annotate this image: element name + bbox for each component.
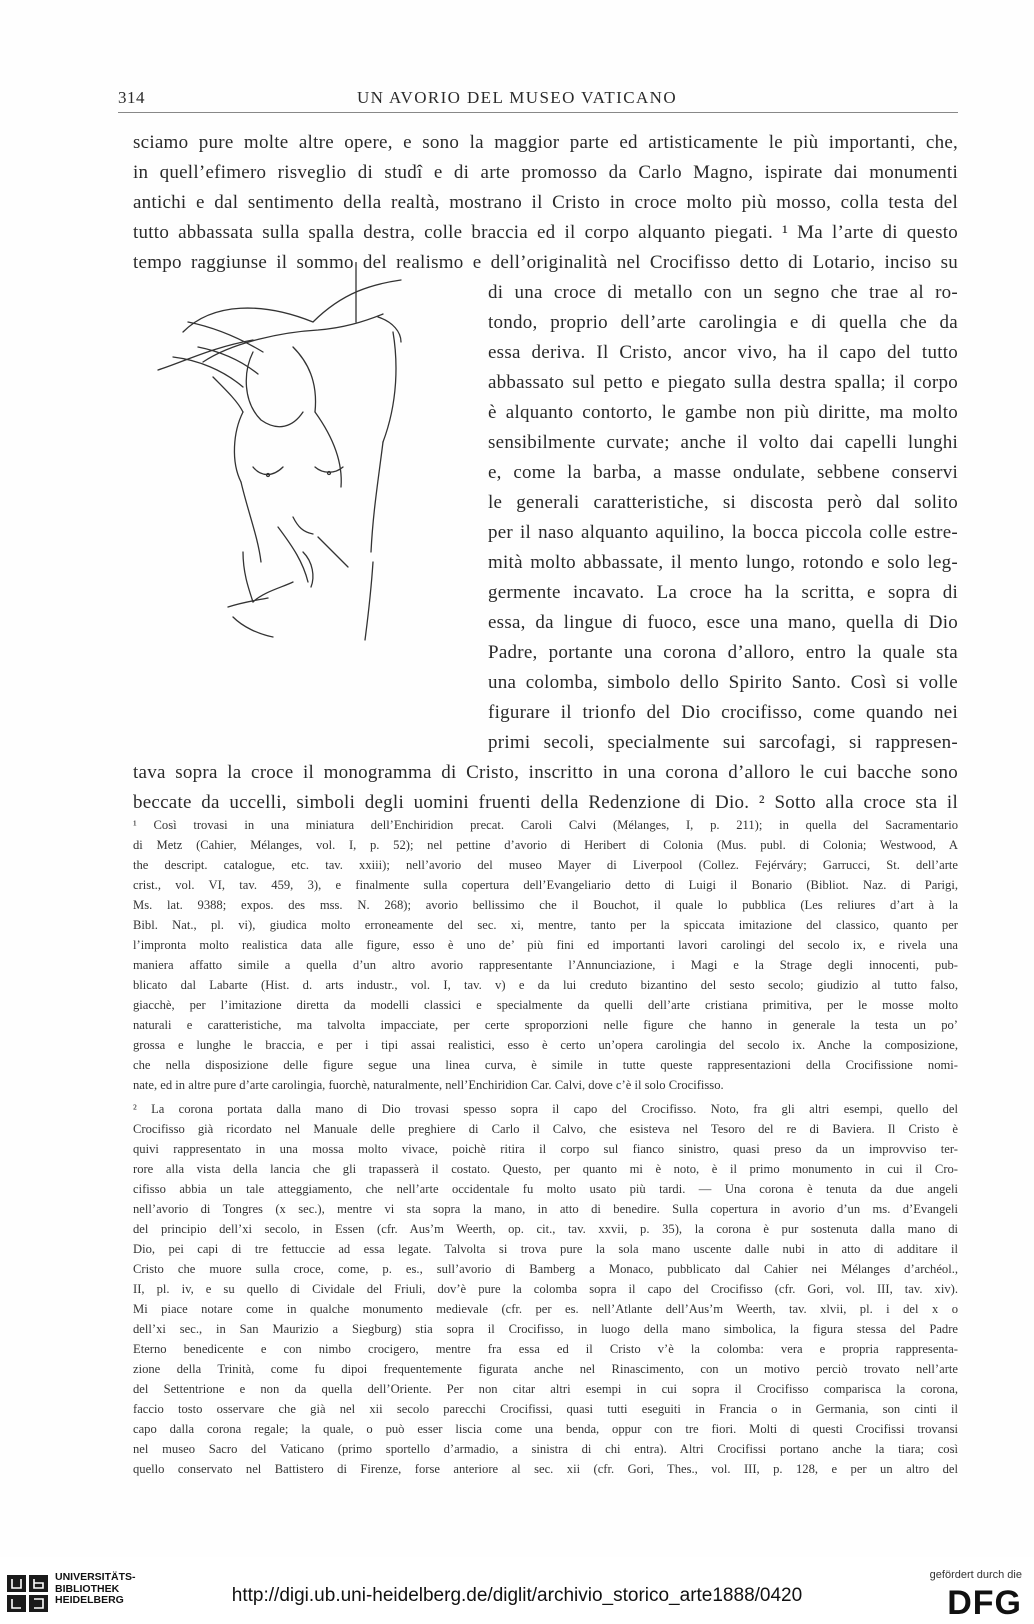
footnote-line: nate, ed in altre pure d’arte carolingia, fuorchè, naturalmente, nell’Enchiridion Car. Calvi, dove c’è il solo Crocifisso. — [133, 1078, 724, 1092]
footnote-line: zione della Trinità, come fu dipoi frequentemente figurata anche nel Rinascimento, con un motivo perciò trovato nell’arte — [133, 1362, 958, 1376]
running-title: UN AVORIO DEL MUSEO VATICANO — [356, 88, 678, 107]
footnote-line: giacchè, per l’imitazione diretta da modelli classici e specialmente da quelli dell’arte cristiana primitiva, per le mosse molto — [133, 998, 958, 1012]
body-line: antichi e dal sentimento della realtà, mostrano il Cristo in croce molto più mosso, colla testa del — [133, 192, 958, 213]
footnote-line: cifisso abbia un tale atteggiamento, che nell’arte occidentale fu molto usato più tardi. — Una corona è tenuta da due angeli — [133, 1182, 958, 1196]
footnote-line: nel museo Sacro del Vaticano (primo sportello d’armadio, a sinistra di chi entra). Altri Crocifissi portano anche la tiara; così — [133, 1442, 958, 1456]
body-line: figurare il trionfo del Dio crocifisso, come quando nei — [488, 702, 958, 723]
body-line: tondo, proprio dell’arte carolingia e di quella che da — [488, 312, 958, 333]
footnote-line: l’impronta molto realistica data alle figure, esso è uno de’ più fini ed importanti lavori carolingi del secolo ix, e rivela una — [133, 938, 958, 952]
body-line: mità molto abbassate, il mento lungo, rotondo e solo leg- — [488, 552, 958, 573]
body-line: beccate da uccelli, simboli degli uomini fruenti della Redenzione di Dio. ² Sotto alla croce sta il — [133, 792, 958, 813]
dfg-logo: DFG — [947, 1584, 1022, 1622]
footnote-line: maniera affatto simile a quella d’un altro avorio rappresentante l’Annunciazione, i Magi e la Strage degli innocenti, pub- — [133, 958, 958, 972]
footnote-line: nell’avorio di Tongres (x sec.), mentre vi sta sopra la mano, in atto di benedire. Sulla copertura in avorio d’un ms. d’Evangeli — [133, 1202, 958, 1216]
page-number: 314 — [118, 88, 145, 107]
body-line: e, come la barba, a masse ondulate, sebbene conservi — [488, 462, 958, 483]
body-line: in quell’efimero risveglio di studî e di arte promosso da Carlo Magno, ispirate dai monumenti — [133, 162, 958, 183]
body-line: primi secoli, specialmente sui sarcofagi, si rappresen- — [488, 732, 958, 753]
footnote-line: ² La corona portata dalla mano di Dio trovasi spesso sopra il capo del Crocifisso. Noto, fra gli altri esempi, quello del — [133, 1102, 958, 1116]
body-line: Padre, portante una corona d’alloro, entro la quale sta — [488, 642, 958, 663]
footnote-line: quello conservato nel Battistero di Firenze, forse anteriore al sec. xii (cfr. Gori, Thes., vol. III, p. 128, e per un altro del — [133, 1462, 958, 1476]
library-name-line: UNIVERSITÄTS- — [55, 1571, 136, 1583]
footnote-line: capo dalla corona regale; la quale, o può esser liscia come una benda, oppur con tre fiori. Molti di questi Crocifissi trovansi — [133, 1422, 958, 1436]
footnote-line: the descript. catalogue, etc. tav. xxiii); nell’avorio del museo Mayer di Liverpool (Collez. Fejérváry; Garrucci, St. dell’arte — [133, 858, 958, 872]
footnote-line: del principio dell’xi secolo, in Essen (cfr. Aus’m Weerth, op. cit., tav. xxvii, p. 35), la corona è pur sostenuta dalla mano di — [133, 1222, 958, 1236]
footnote-line: Eterno benedicente e con nimbo crocigero, mentre fra essa ed il Cristo v’è la colomba: vera e propria rappresenta- — [133, 1342, 958, 1356]
body-line: le generali caratteristiche, si discosta però dal solito — [488, 492, 958, 513]
footnote-line: del Settentrione e non da quella dell’Oriente. Per non citar altri esempi in cui sopra il Crocifisso comparisca la corona, — [133, 1382, 958, 1396]
footnote-line: ¹ Così trovasi in una miniatura dell’Enchiridion precat. Caroli Calvi (Mélanges, I, p. 211); in quella del Sacramentario — [133, 818, 958, 832]
footnote-line: faccio tosto osservare che già nel xii secolo parecchi Crocifissi, quasi tutti eseguiti in Francia o in Germania, son cinti il — [133, 1402, 958, 1416]
footnote-line: Dio, pei capi di tre fettuccie ad essa legate. Talvolta si trova pure la sola mano uscente dalle nubi in atto di additare il — [133, 1242, 958, 1256]
source-url[interactable]: http://digi.ub.uni-heidelberg.de/diglit/archivio_storico_arte1888/0420 — [231, 1585, 803, 1606]
body-line: abbassato sul petto e piegato sulla destra spalla; il corpo — [488, 372, 958, 393]
body-line: tutto abbassata sulla spalla destra, colle braccia ed il corpo alquanto piegati. ¹ Ma l’arte di questo — [133, 222, 958, 243]
body-line: essa deriva. Il Cristo, ancor vivo, ha il capo del tutto — [488, 342, 958, 363]
footnote-line: quivi rappresentato in una mossa molto vivace, poichè ritira il corpo sul fianco sinistro, quasi preso da un improvviso ter- — [133, 1142, 958, 1156]
footnote-line: grossa e lunghe le braccia, e per i tipi assai realistici, esso è certo un’opera carolingia del secolo ix. Anche la composizione, — [133, 1038, 958, 1052]
body-line: essa, da lingue di fuoco, esce una mano, quella di Dio — [488, 612, 958, 633]
footnote-line: Crocifisso già ricordato nel Manuale delle preghiere di Carlo il Calvo, che esisteva nel Tesoro del re di Baviera. Il Cristo è — [133, 1122, 958, 1136]
body-line: per il naso alquanto aquilino, la bocca piccola colle estre- — [488, 522, 958, 543]
footnote-line: Mi piace notare come in qualche monumento medievale (cfr. per es. nell’Atlante dell’Aus’m Weerth, tav. xlvii, pl. i del x o — [133, 1302, 958, 1316]
footnote-line: dell’xi sec., in San Maurizio a Siegburg) stia sopra il Crocifisso, in luogo della mano simbolica, la figura stessa del Padre — [133, 1322, 958, 1336]
footnote-line: Ms. lat. 9388; expos. des mss. N. 268); avorio bellissimo che il Bouchot, il quale lo pubblica (Les reliures d’art à la — [133, 898, 958, 912]
footnote-line: Cristo che muore sulla croce, come, p. es., sull’avorio di Bamberg a Monaco, pubblicato dal Cahier nei Mélanges d’archéol., — [133, 1262, 958, 1276]
footnote-line: naturali e caratteristiche, ma talvolta impacciate, per certe sproporzioni nelle figure che hanno in generale la testa un po’ — [133, 1018, 958, 1032]
body-line: tava sopra la croce il monogramma di Cristo, inscritto in una corona d’alloro le cui bacche sono — [133, 762, 958, 783]
footnote-line: II, pl. iv, e su quello di Cividale del Friuli, dov’è pure la colomba sopra il capo del Crocifisso (cfr. Gori, vol. III, tav. xiv). — [133, 1282, 958, 1296]
footnote-line: crist., vol. VI, tav. 459, 3), e finalmente sulla copertura dell’Evangeliario detto di Luigi il Bonario (Bibliot. Naz. di Parigi, — [133, 878, 958, 892]
body-line: sensibilmente curvate; anche il volto dai capelli lunghi — [488, 432, 958, 453]
footnote-line: blicato dal Labarte (Hist. d. arts industr., vol. I, tav. v) e da lui creduto bizantino del sesto secolo; giudizio al tutto falso, — [133, 978, 958, 992]
footnote-line: rore alla vista della lancia che gli trapasserà il costato. Questo, per quanto mi è noto, è il primo monumento in cui il Cro- — [133, 1162, 958, 1176]
library-name-line: BIBLIOTHEK — [55, 1582, 120, 1595]
body-line: una colomba, simbolo dello Spirito Santo. Così si volle — [488, 672, 958, 693]
library-name-line: HEIDELBERG — [55, 1594, 124, 1606]
footnote-line: di Metz (Cahier, Mélanges, vol. I, p. 52); nel pettine d’avorio di Heribert di Colonia (Mus. publ. di Colonia; Westwood, A — [133, 838, 958, 852]
body-line: è alquanto contorto, le gambe non più diritte, ma molto — [488, 402, 958, 423]
body-line: di una croce di metallo con un segno che trae al ro- — [488, 282, 958, 303]
body-line: tempo raggiunse il sommo del realismo e dell’originalità nel Crocifisso detto di Lotario, inciso su — [133, 252, 958, 273]
header-rule — [118, 112, 958, 113]
footnote-line: che nella disposizione delle figure segue una linea curva, è simile in tutte queste rappresentazioni della Crocifissione nomi- — [133, 1058, 958, 1072]
funded-by-label: gefördert durch die — [929, 1569, 1022, 1581]
footnote-line: Bibl. Nat., pl. vi), giudica molto erroneamente del sec. xi, mentre, tanto per la spiccata imitazione del classico, quanto per — [133, 918, 958, 932]
body-line: germente incavato. La croce ha la scritta, e sopra di — [488, 582, 958, 603]
crucifix-sketch-illustration — [143, 262, 478, 642]
body-line: sciamo pure molte altre opere, e sono la maggior parte ed artisticamente le più importanti, che, — [133, 132, 958, 153]
